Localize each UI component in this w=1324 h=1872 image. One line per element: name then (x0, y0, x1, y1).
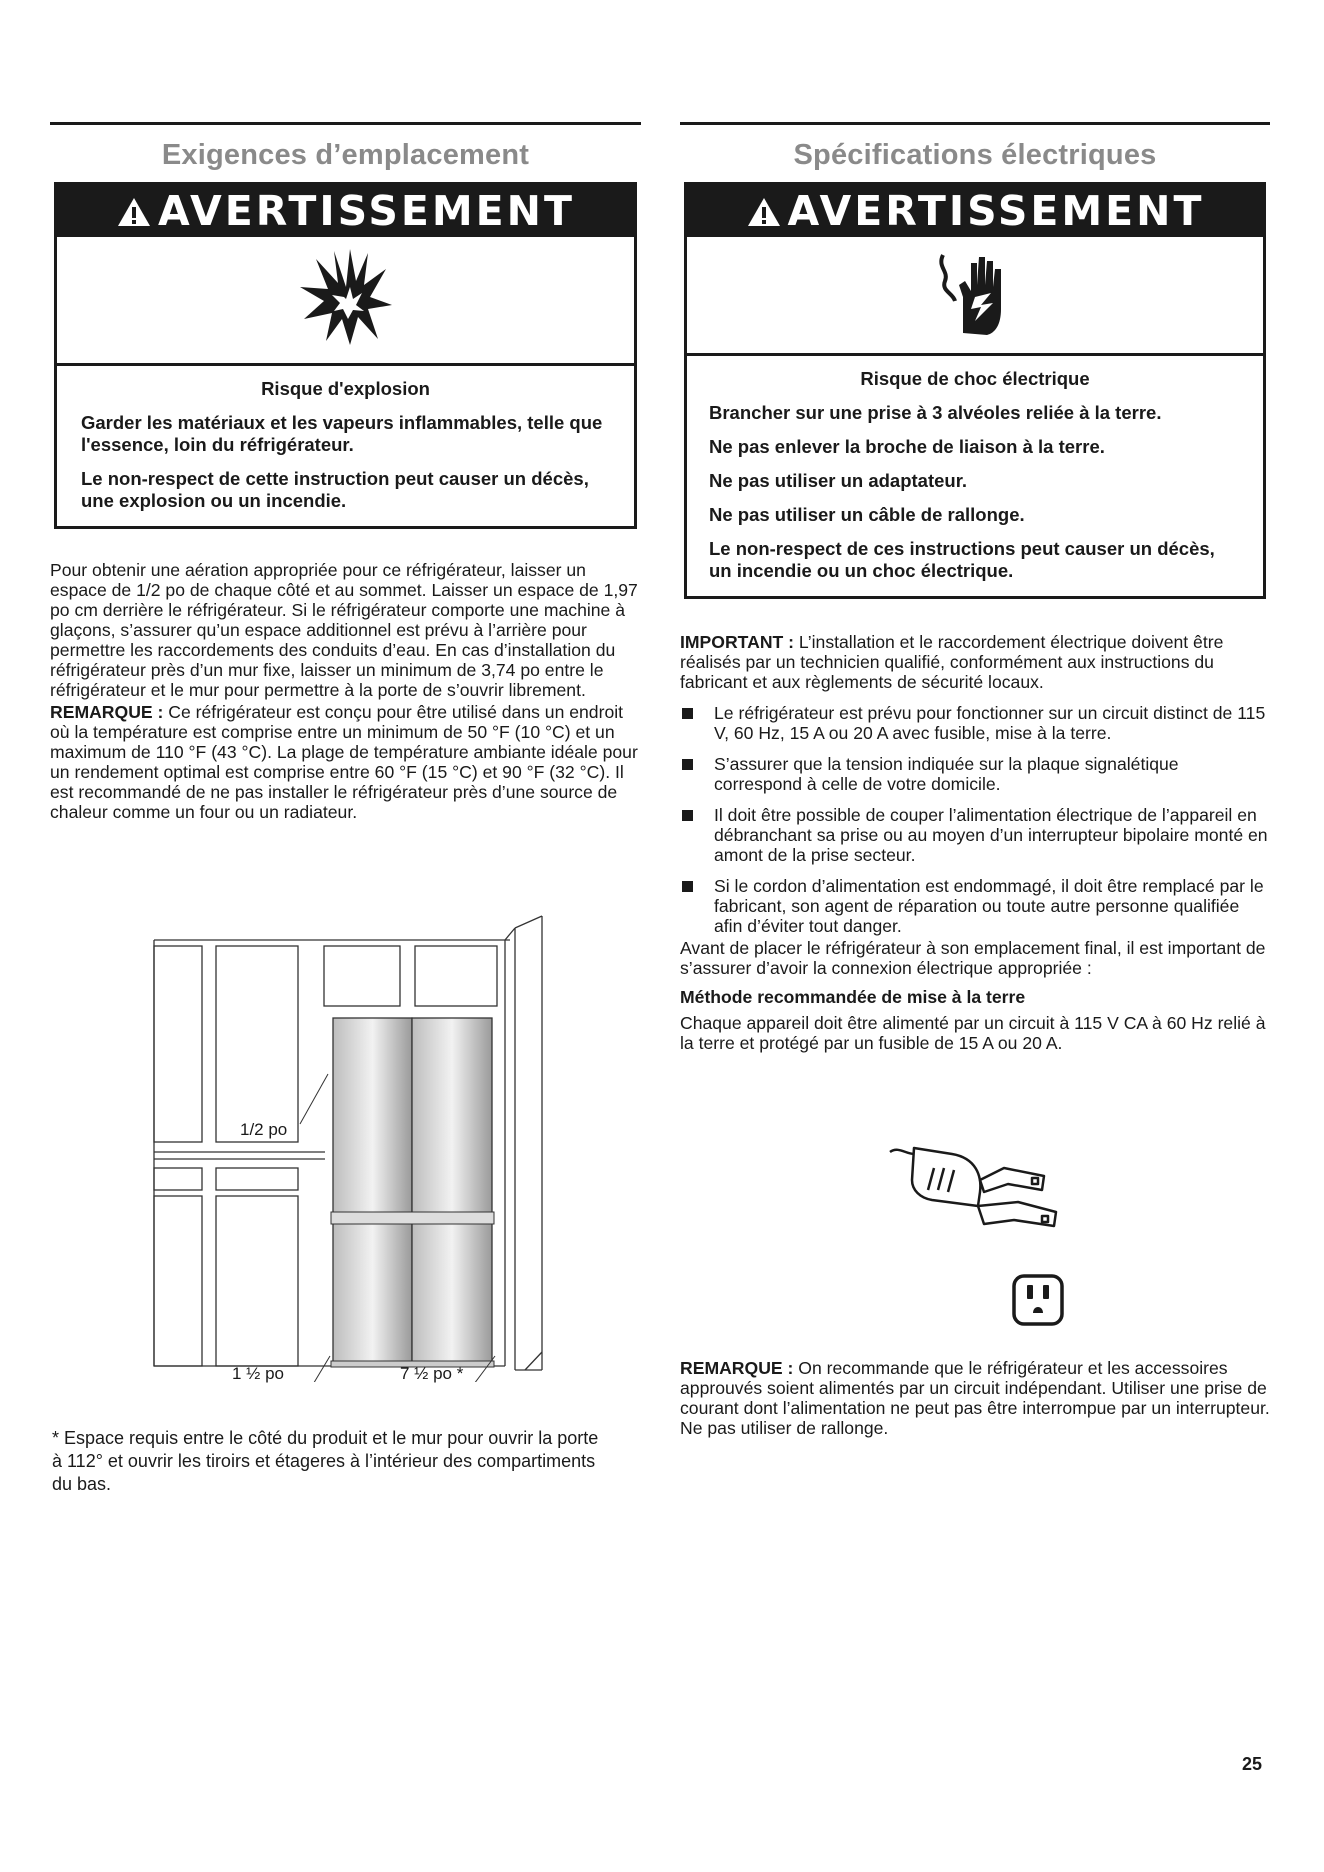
important-text: L’installation et le raccordement électrique doivent être réalisés par un technicien qualifié, conformément aux instructions du fabricant et aux règlements de sécurité locaux. (680, 632, 1224, 692)
warning-header (687, 185, 1263, 237)
clearance-label-bottom-left: 1 ½ po (232, 1364, 284, 1383)
warning-box-explosion (54, 182, 637, 529)
warning-label: AVERTISSEMENT (787, 187, 1205, 235)
list-item: Il doit être possible de couper l’alimentation électrique de l’appareil en débranchant sa prise ou au moyen d’un interrupteur bipolaire monté en amont de la prise secteur. (680, 805, 1270, 865)
explosion-icon (298, 247, 394, 347)
section-heading-electrical: Spécifications électriques (793, 139, 1157, 171)
warning-line: Le non-respect de ces instructions peut causer un décès, un incendie ou un choc électrique. (709, 538, 1215, 581)
grounding-method-heading: Méthode recommandée de mise à la terre (680, 987, 1026, 1007)
warning-triangle-icon (116, 196, 152, 228)
electrical-requirements (680, 632, 1270, 1053)
before-placement-text: Avant de placer le réfrigérateur à son emplacement final, il est important de s’assurer d’avoir la connexion électrique appropriée : (680, 938, 1266, 978)
section-heading-location: Exigences d’emplacement (161, 139, 530, 171)
grounded-outlet-icon (1011, 1273, 1065, 1327)
warning-title: Risque d'explosion (261, 378, 430, 399)
ventilation-paragraph (50, 560, 641, 822)
ventilation-text: Pour obtenir une aération appropriée pour ce réfrigérateur, laisser un espace de 1/2 po de chaque côté et au sommet. Laisser un espace de 1,97 po cm derrière le réfrigérateur. Si le réfrigérateur comporte une machine à glaçons, s’assurer qu’un espace additionnel est prévu à l’arrière pour permettre les raccordements des conduits d’eau. En cas d’installation du réfrigérateur près d’un mur fixe, laisser un minimum de 3,74 po entre le réfrigérateur et le mur pour permettre à la porte de s’ouvrir librement. (50, 560, 638, 700)
temperature-remark (50, 702, 641, 822)
footnote: * Espace requis entre le côté du produit et le mur pour ouvrir la porte à 112° et ouvrir les tiroirs et étageres à l’intérieur des compartiments du bas. (52, 1428, 599, 1494)
warning-label: AVERTISSEMENT (158, 187, 575, 235)
remark-label: REMARQUE : (50, 702, 164, 722)
clearance-label-top: 1/2 po (240, 1120, 288, 1139)
list-item: Si le cordon d’alimentation est endommagé, il doit être remplacé par le fabricant, son agent de réparation ou toute autre personne qualifiée afin d’éviter tout danger. (680, 876, 1270, 936)
warning-line: Ne pas utiliser un câble de rallonge. (709, 504, 1025, 525)
warning-title: Risque de choc électrique (860, 368, 1090, 389)
important-paragraph (680, 632, 1270, 692)
clearance-diagram (150, 912, 550, 1382)
electric-shock-hand-icon (935, 245, 1015, 343)
right-column (680, 122, 1270, 1053)
warning-body (687, 356, 1263, 596)
requirements-list (680, 703, 1270, 936)
remark-text: Ce réfrigérateur est conçu pour être utilisé dans un endroit où la température est comprise entre un minimum de 50 °F (10 °C) et un maximum de 110 °F (43 °C). La plage de température ambiante idéale pour un rendement optimal est comprise entre 60 °F (15 °C) et 90 °F (32 °C). Il est recommandé de ne pas installer le réfrigérateur près d’une source de chaleur comme un four ou un radiateur. (50, 702, 638, 822)
warning-header (57, 185, 634, 237)
warning-line: Le non-respect de cette instruction peut causer un décès, une explosion ou un incendie. (81, 468, 589, 511)
warning-icon-area (57, 237, 634, 366)
warning-line: Garder les matériaux et les vapeurs inflammables, telle que l'essence, loin du réfrigérateur. (81, 412, 603, 455)
important-label: IMPORTANT : (680, 632, 795, 652)
remark-label: REMARQUE : (680, 1358, 794, 1378)
list-item: Le réfrigérateur est prévu pour fonctionner sur un circuit distinct de 115 V, 60 Hz, 15 A ou 20 A avec fusible, mise à la terre. (680, 703, 1270, 743)
left-column (50, 122, 641, 822)
warning-body (57, 366, 634, 526)
warning-line: Brancher sur une prise à 3 alvéoles reliée à la terre. (709, 402, 1162, 423)
grounding-method-text: Chaque appareil doit être alimenté par un circuit à 115 V CA à 60 Hz relié à la terre et protégé par un fusible de 15 A ou 20 A. (680, 1013, 1266, 1053)
page-number: 25 (1241, 1754, 1262, 1774)
outlet-remark (680, 1358, 1270, 1438)
remark-text: On recommande que le réfrigérateur et les accessoires approuvés soient alimentés par un circuit indépendant. Utiliser une prise de courant dont l’alimentation ne peut pas être interrompue par un interrupteur. Ne pas utiliser de rallonge. (680, 1358, 1270, 1438)
section-rule (50, 122, 641, 125)
list-item: S’assurer que la tension indiquée sur la plaque signalétique correspond à celle de votre domicile. (680, 754, 1270, 794)
warning-box-electric-shock (684, 182, 1266, 599)
warning-line: Ne pas utiliser un adaptateur. (709, 470, 968, 491)
grounded-plug-icon (884, 1140, 1064, 1240)
clearance-label-bottom-right: 7 ½ po * (400, 1364, 464, 1383)
warning-icon-area (687, 237, 1263, 356)
warning-triangle-icon (746, 196, 782, 228)
section-rule (680, 122, 1270, 125)
warning-line: Ne pas enlever la broche de liaison à la terre. (709, 436, 1105, 457)
